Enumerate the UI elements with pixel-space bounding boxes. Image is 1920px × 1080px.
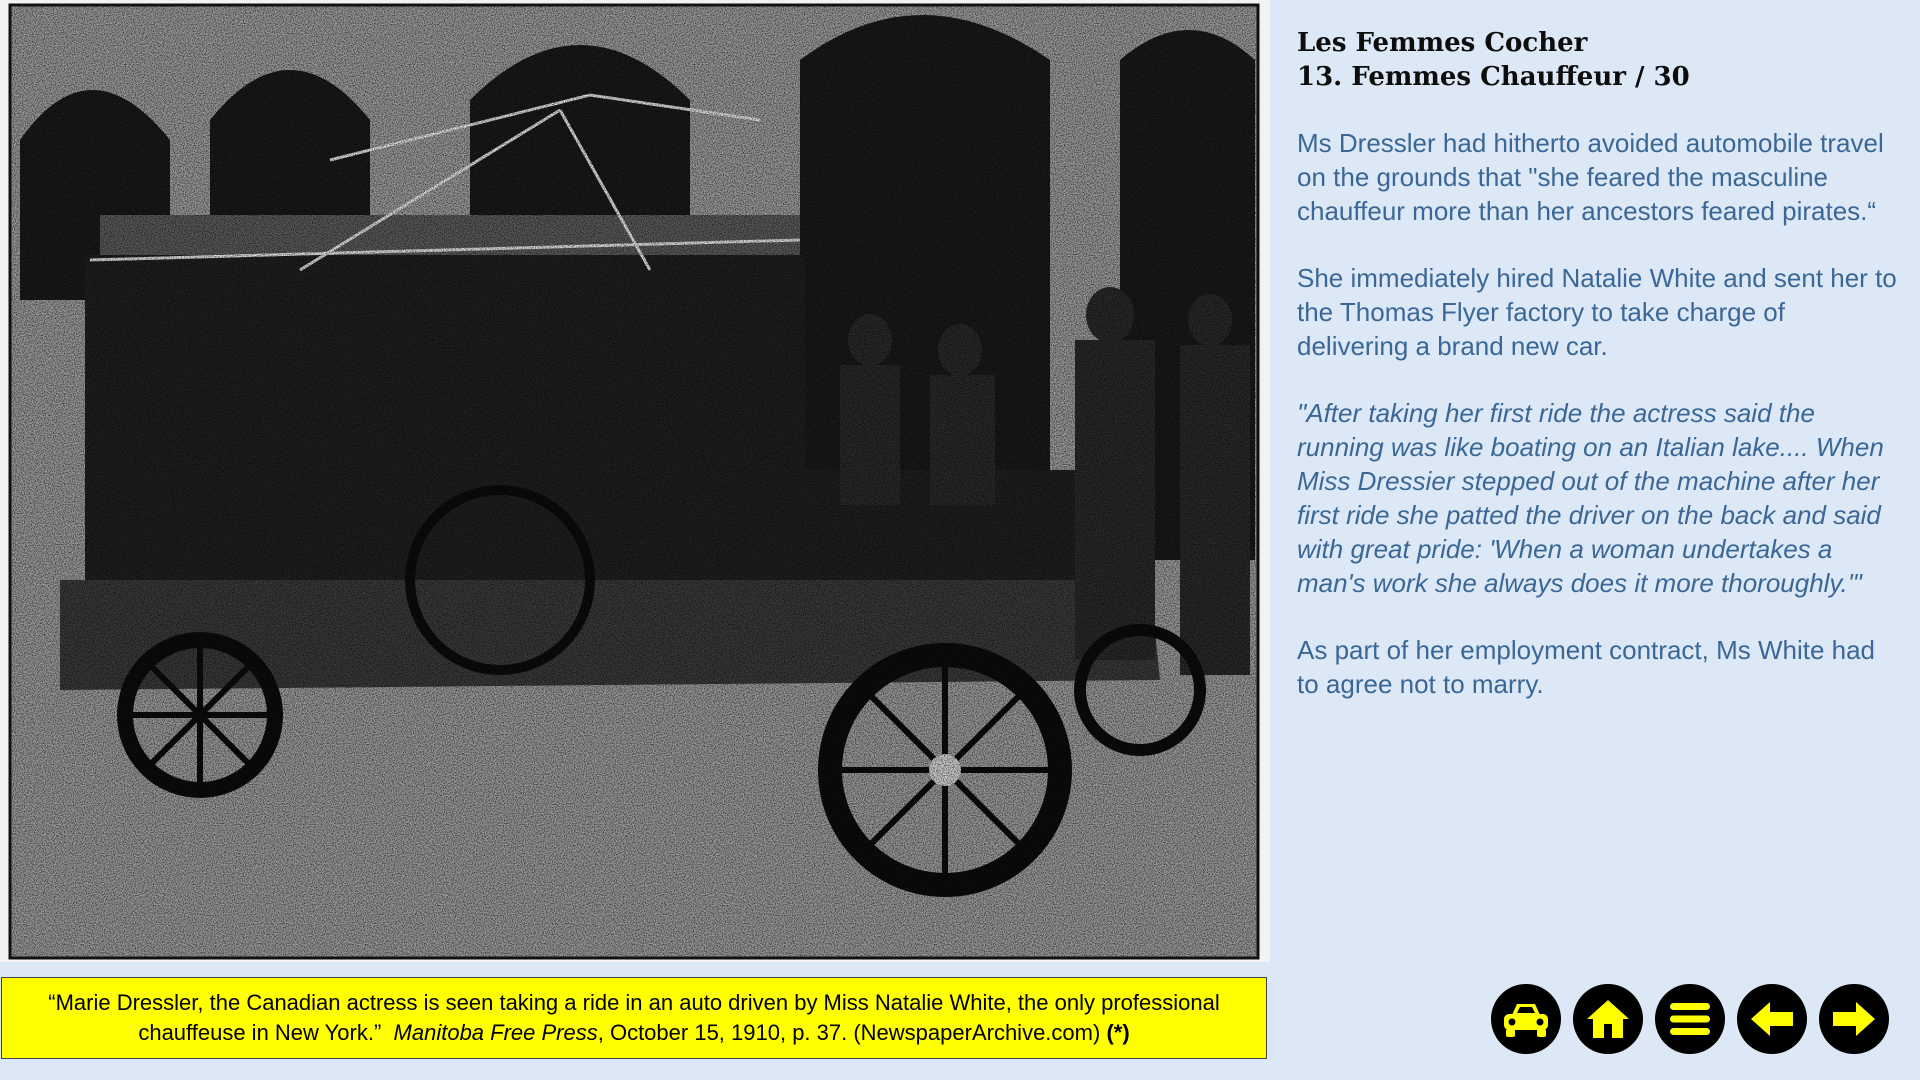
- home-icon: [1584, 997, 1632, 1041]
- arrow-right-icon: [1830, 999, 1878, 1039]
- next-button[interactable]: [1819, 984, 1889, 1054]
- menu-icon: [1668, 999, 1712, 1039]
- back-button[interactable]: [1737, 984, 1807, 1054]
- caption-source: Manitoba Free Press: [393, 1020, 598, 1045]
- slide-title: 13. Femmes Chauffeur / 30: [1297, 62, 1690, 92]
- slide-title-block: [1297, 26, 1690, 94]
- quote-paragraph: "After taking her first ride the actress said the running was like boating on an Italian lake.... When Miss Dressier stepped out of the machine after her first ride she patted the driver on the back and said with great pride: 'When a woman undertakes a man's work she always does it more thoroughly.'": [1297, 398, 1884, 598]
- caption-details: , October 15, 1910, p. 37. (NewspaperArchive.com): [597, 1020, 1101, 1045]
- menu-button[interactable]: [1655, 984, 1725, 1054]
- caption-marker[interactable]: (*): [1106, 1020, 1130, 1045]
- taxi-icon: [1500, 999, 1552, 1039]
- photo-caption: [1, 977, 1267, 1059]
- paragraph-2: She immediately hired Natalie White and sent her to the Thomas Flyer factory to take charge of delivering a brand new car.: [1297, 263, 1897, 361]
- paragraph-1: Ms Dressler had hitherto avoided automobile travel on the grounds that "she feared the masculine chauffeur more than her ancestors feared pirates.“: [1297, 128, 1884, 226]
- slide-body: [1297, 126, 1897, 734]
- home-button[interactable]: [1573, 984, 1643, 1054]
- taxi-button[interactable]: [1491, 984, 1561, 1054]
- paragraph-4: As part of her employment contract, Ms White had to agree not to marry.: [1297, 635, 1876, 699]
- caption-text: “Marie Dressler, the Canadian actress is seen taking a ride in an auto driven by Miss Natalie White, the only professional chauffeuse in New York.”: [48, 990, 1220, 1045]
- series-title: Les Femmes Cocher: [1297, 28, 1588, 58]
- arrow-left-icon: [1748, 999, 1796, 1039]
